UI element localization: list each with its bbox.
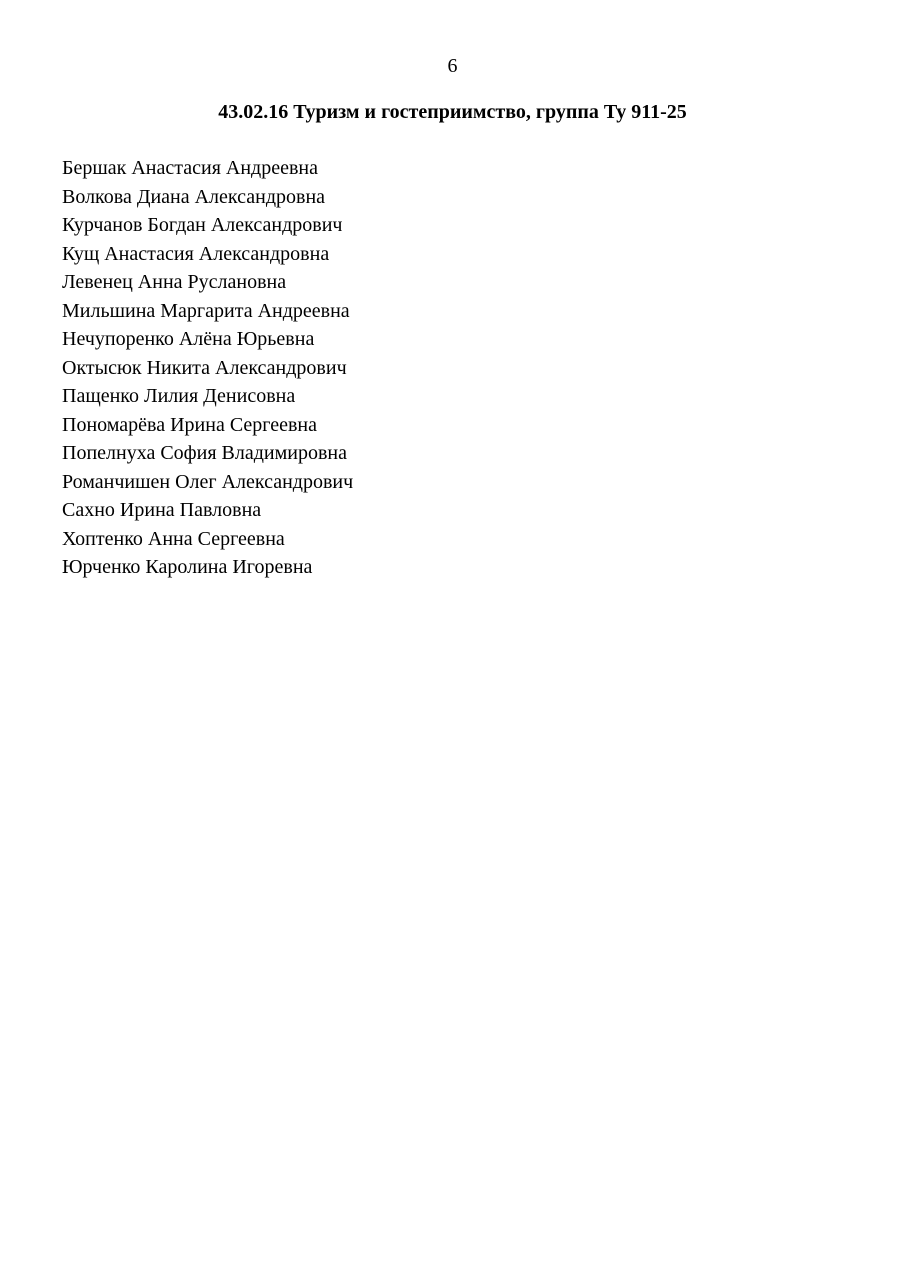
page-number: 6 xyxy=(447,55,458,77)
student-name: Сахно Ирина Павловна xyxy=(62,499,262,521)
student-name: Романчишен Олег Александрович xyxy=(62,470,354,493)
student-name: Мильшина Маргарита Андреевна xyxy=(62,299,350,322)
student-name: Курчанов Богдан Александрович xyxy=(62,214,343,236)
group-heading: 43.02.16 Туризм и гостеприимство, группа Ту 911-25 xyxy=(218,101,687,123)
student-name: Нечупоренко Алёна Юрьевна xyxy=(62,328,315,350)
student-name: Бершак Анастасия Андреевна xyxy=(62,157,318,179)
student-name: Волкова Диана Александровна xyxy=(62,185,326,208)
student-name: Пащенко Лилия Денисовна xyxy=(62,385,296,407)
student-list xyxy=(62,154,353,582)
student-name: Пономарёва Ирина Сергеевна xyxy=(62,413,317,436)
student-name: Попелнуха София Владимировна xyxy=(62,442,347,464)
student-name: Октысюк Никита Александрович xyxy=(62,356,347,379)
student-name: Хоптенко Анна Сергеевна xyxy=(62,527,285,550)
student-name: Левенец Анна Руслановна xyxy=(62,271,287,293)
student-name: Кущ Анастасия Александровна xyxy=(62,242,330,265)
student-name: Юрченко Каролина Игоревна xyxy=(62,556,313,578)
